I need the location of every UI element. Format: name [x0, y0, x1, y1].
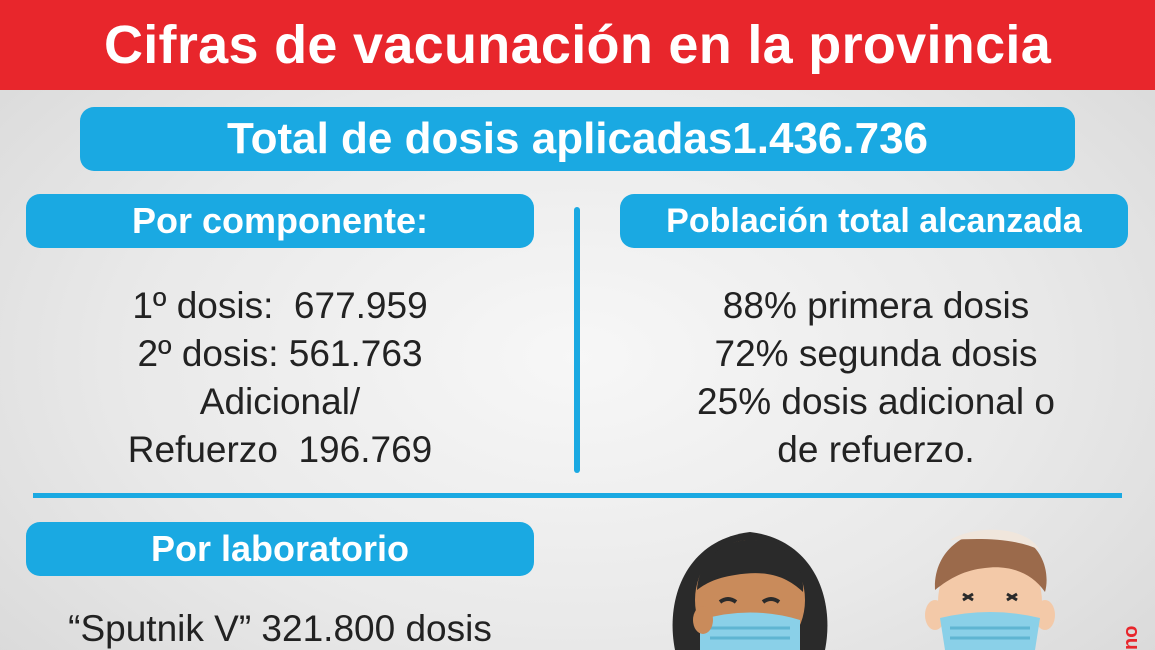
boy-face-icon: [925, 530, 1055, 650]
laboratory-item: “Sputnik V” 321.800 dosis: [68, 608, 492, 649]
population-heading: Población total alcanzada: [620, 194, 1128, 248]
brand-mark: no: [1120, 625, 1142, 650]
total-doses-banner: Total de dosis aplicadas1.436.736: [80, 107, 1075, 171]
list-item: Refuerzo 196.769: [127, 429, 433, 470]
list-item: 2º dosis: 561.763: [137, 333, 423, 374]
list-item: 1º dosis: 677.959: [132, 285, 428, 326]
by-laboratory-heading: Por laboratorio: [26, 522, 534, 576]
population-list: [618, 282, 1134, 474]
by-component-list: [30, 282, 530, 474]
list-item: 72% segunda dosis: [714, 333, 1038, 374]
list-item: 88% primera dosis: [722, 285, 1030, 326]
page-title: Cifras de vacunación en la provincia: [103, 15, 1052, 75]
list-item: 25% dosis adicional o: [697, 381, 1055, 422]
masked-faces-icon: [655, 520, 1075, 650]
horizontal-divider: [33, 493, 1122, 498]
by-component-heading: Por componente:: [26, 194, 534, 248]
list-item: Adicional/: [199, 381, 361, 422]
list-item: de refuerzo.: [777, 429, 975, 470]
vertical-divider: [574, 207, 580, 473]
header-banner: [0, 0, 1155, 90]
girl-face-icon: [673, 532, 828, 650]
